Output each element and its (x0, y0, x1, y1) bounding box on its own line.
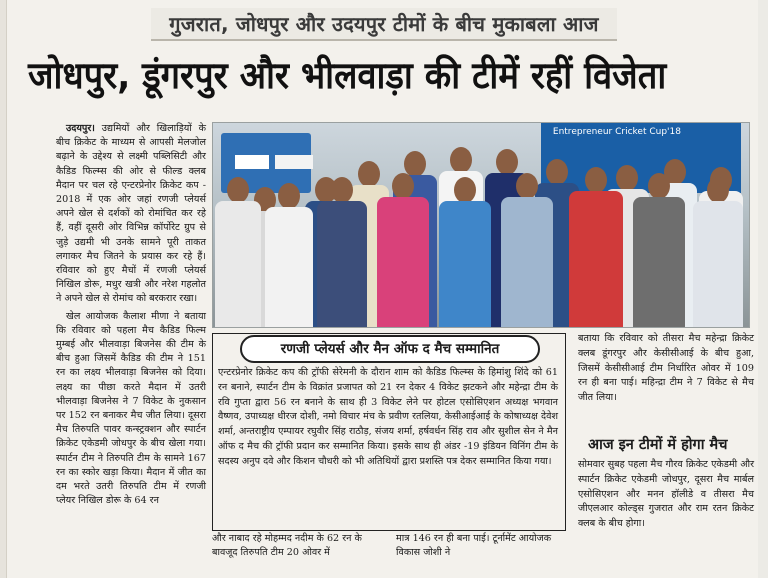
person-figure (317, 177, 367, 327)
sidebar-box-title: रणजी प्लेयर्स और मैन ऑफ द मैच सम्मानित (240, 335, 540, 363)
right-column-para-2: सोमवार सुबह पहला मैच गौरव क्रिकेट एकेडमी और स्पार्टन क्रिकेट एकेडमी जोधपुर, दूसरा मैच मार्बल एसोसिएशन और मनन हॉलीडे व तीसरा मैच जीएलआर कोल्ड्स गुजरात और राम रतन क्रिकेट क्लब के बीच होगा। (578, 459, 754, 530)
left-para-1 (56, 122, 206, 307)
person-figure (633, 173, 685, 327)
person-figure (265, 183, 313, 327)
event-banner-text: Entrepreneur Cricket Cup'18 (552, 127, 681, 137)
person-figure (215, 177, 261, 327)
sponsor-logo-2 (275, 155, 313, 169)
sponsor-logo-1 (235, 155, 269, 169)
team-photo (212, 122, 750, 328)
bottom-middle-text: मात्र 146 रन ही बना पाई। टूर्नामेंट आयोजक विकास जोशी ने (396, 533, 552, 559)
person-figure (377, 173, 429, 327)
left-column (56, 122, 206, 511)
kicker-text: गुजरात, जोधपुर और उदयपुर टीमों के बीच मुकाबला आज (151, 8, 616, 41)
bottom-left-text: और नाबाद रहे मोहम्मद नदीम के 62 रन के बावजूद तिरुपति टीम 20 ओवर में (212, 533, 362, 559)
left-para-1-text: उद्यमियों और खिलाड़ियों के बीच क्रिकेट के माध्यम से आपसी मेलजोल बढ़ाने के उद्देश्य से लक्ष्मी पब्लिसिटी और कैडिड फिल्म्स की ओर से फील्ड क्लब मैदान पर चल रहे एन्टरप्रेनोर क्रिकेट कप - 2018 में एक ओर जहां रणजी प्लेयर्स अपने खेल से दर्शकों को रोमांचित कर रहे हैं, वहीं दूसरी ओर विभिन्न कॉर्पोरेट ग्रुप से जुड़े उद्यमी भी उनके सामने पूरी ताकत लगाकर मैच जितने के प्रयास कर रहे हैं। रविवार को हुए मैचों में रणजी प्लेयर्स निखिल डोरू, मधुर खत्री और नरेश गहलोत ने अपने खेल से रोमांच को बरकरार रखा। (56, 123, 206, 305)
page-right-edge (758, 0, 768, 578)
left-para-2: खेल आयोजक कैलाश मीणा ने बताया कि रविवार को पहला मैच कैडिड फिल्म मुम्बई और भीलवाड़ा बिजनेस की टीम के बीच हुआ जिसमें कैडिड की टीम ने 151 रन का लक्ष्य भीलवाड़ा बिजनेस को दिया। लक्ष्य का पीछा करते मैदान में उतरी भीलवाड़ा बिजनेस ने 7 विकेट के नुकसान पर 152 रन बनाकर मैच जीत लिया। दूसरा मैच तिरुपति पावर कन्स्ट्रक्शन और स्पार्टन क्रिकेट एकेडमी जोधपुर के बीच खेला गया। स्पार्टन टीम ने तिरुपति टीम के सामने 167 रन का स्कोर खड़ा किया। मैदान में जीत का दम भरते उतरी तिरुपति टीम में रणजी प्लेयर निखिल डोरू के 64 रन (56, 310, 206, 507)
page-left-edge (0, 0, 7, 578)
right-subheading: आज इन टीमों में होगा मैच (588, 437, 728, 453)
kicker-strip (0, 8, 768, 41)
person-figure (439, 177, 491, 327)
person-figure (693, 177, 743, 327)
dateline: उदयपुर। (66, 123, 95, 134)
right-column-para-1: बताया कि रविवार को तीसरा मैच महेन्द्रा क्रिकेट क्लब डूंगरपुर और केसीसीआई के बीच हुआ, जिसमें केसीसीआई टीम निर्धारित ओवर में 109 रन ही बना पाई। महिन्द्रा टीम ने 7 विकेट से मैच जीत लिया। (578, 333, 754, 404)
person-figure (569, 167, 623, 327)
sidebar-box-body: एन्टरप्रेनोर क्रिकेट कप की ट्रॉफी सेरेमनी के दौरान शाम को कैडिड फिल्म्स के हिमांशु शिंदे को 61 रन बनाने, स्पार्टन टीम के विक्रांत प्रजापत को 21 रन देकर 4 विकेट झटकने और महेन्द्रा टीम के रवि गुप्ता द्वारा 56 रन बनाने के साथ ही 3 विकेट लेने पर होटल एसोसिएशन अध्यक्ष भगवान वैष्णव, उपाध्यक्ष धीरज दोशी, नमो विचार मंच के प्रवीण रतलिया, केसीआईआई के कोषाध्यक्ष देवेश शर्मा, अन्तराष्ट्रीय एम्पायर रघुवीर सिंह राठौड़, संजय शर्मा, हर्षवर्धन सिंह राव और सुशील सेन ने मैन ऑफ द मैच की ट्रॉफी प्रदान कर सम्मानित किया। इसके साथ ही अंडर -19 इंडियन विनिंग टीम के सदस्य अनुप दवे और किशन चौधरी को भी अतिथियों द्वारा प्रशस्ति पत्र देकर सम्मानित किया गया। (218, 367, 558, 467)
headline: जोधपुर, डूंगरपुर और भीलवाड़ा की टीमें रहीं विजेता (28, 54, 667, 97)
person-figure (501, 173, 553, 327)
